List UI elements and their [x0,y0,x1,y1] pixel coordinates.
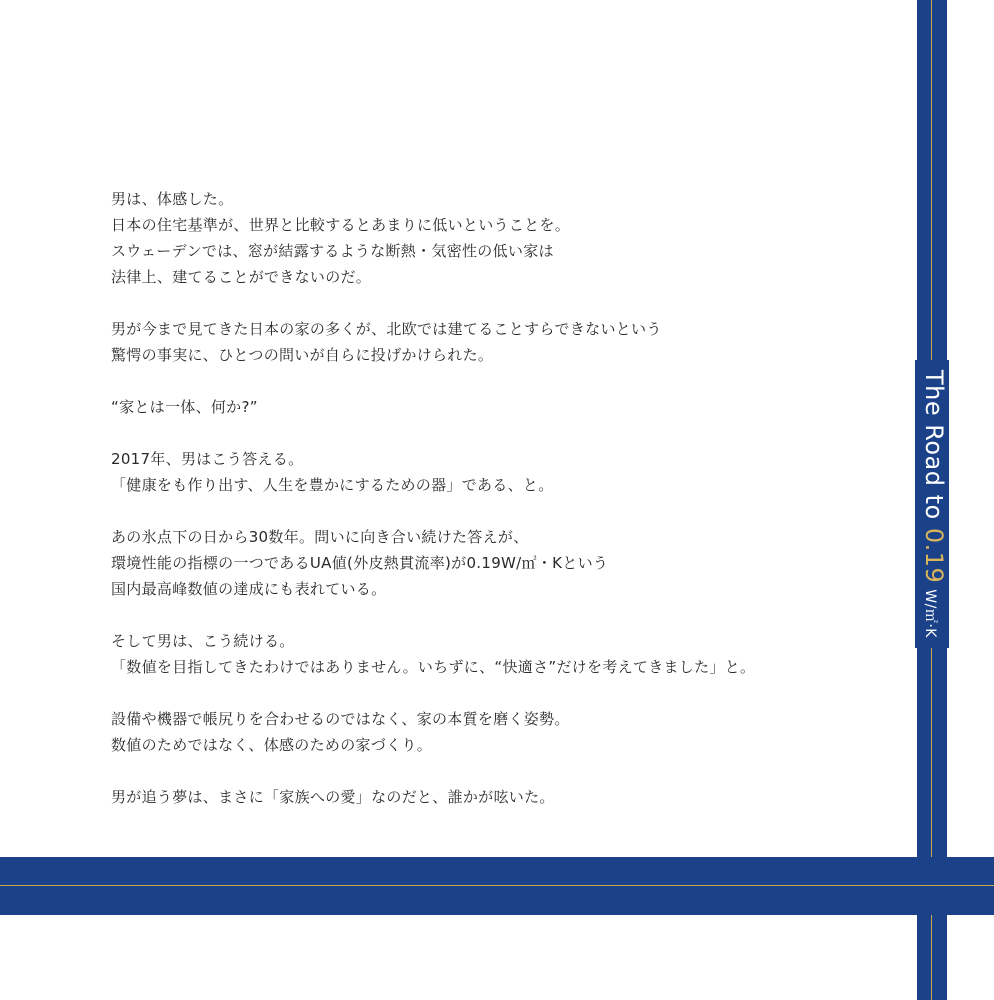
text-line: 数値のためではなく、体感のための家づくり。 [111,736,433,754]
paragraph-3 [111,394,871,420]
paragraph-1 [111,186,871,290]
body-text [111,186,871,836]
side-title-unit: W/㎡·K [922,589,938,638]
text-line: あの氷点下の日から30数年。問いに向き合い続けた答えが、 [111,528,529,546]
paragraph-2 [111,316,871,368]
text-line: 環境性能の指標の一つであるUA値(外皮熱貫流率)が0.19W/㎡・Kという [111,554,609,572]
horizontal-gold-line [0,885,994,886]
text-line: 男は、体感した。 [111,190,234,208]
paragraph-7 [111,706,871,758]
text-line: 「数値を目指してきたわけではありません。いちずに、“快適さ”だけを考えてきました」と。 [111,658,756,676]
side-title-prefix: The Road to [920,370,948,528]
text-line: 設備や機器で帳尻りを合わせるのではなく、家の本質を磨く姿勢。 [111,710,570,728]
text-line: 「健康をも作り出す、人生を豊かにするための器」である、と。 [111,476,554,494]
paragraph-5 [111,524,871,602]
text-line: 法律上、建てることができないのだ。 [111,268,372,286]
paragraph-8 [111,784,871,810]
text-line: 2017年、男はこう答える。 [111,450,304,468]
paragraph-6 [111,628,871,680]
text-line: スウェーデンでは、窓が結露するような断熱・気密性の低い家は [111,242,554,260]
text-line: 男が追う夢は、まさに「家族への愛」なのだと、誰かが呟いた。 [111,788,555,806]
text-line: そして男は、こう続ける。 [111,632,295,650]
horizontal-blue-band [0,857,994,915]
text-line: 国内最高峰数値の達成にも表れている。 [111,580,387,598]
text-line: “家とは一体、何か?” [111,398,258,416]
text-line: 日本の住宅基準が、世界と比較するとあまりに低いということを。 [111,216,571,234]
text-line: 男が今まで見てきた日本の家の多くが、北欧では建てることすらできないという [111,320,662,338]
text-line: 驚愕の事実に、ひとつの問いが自らに投げかけられた。 [111,346,494,364]
side-title-number: 0.19 [920,527,948,584]
side-title [915,360,949,648]
paragraph-4 [111,446,871,498]
